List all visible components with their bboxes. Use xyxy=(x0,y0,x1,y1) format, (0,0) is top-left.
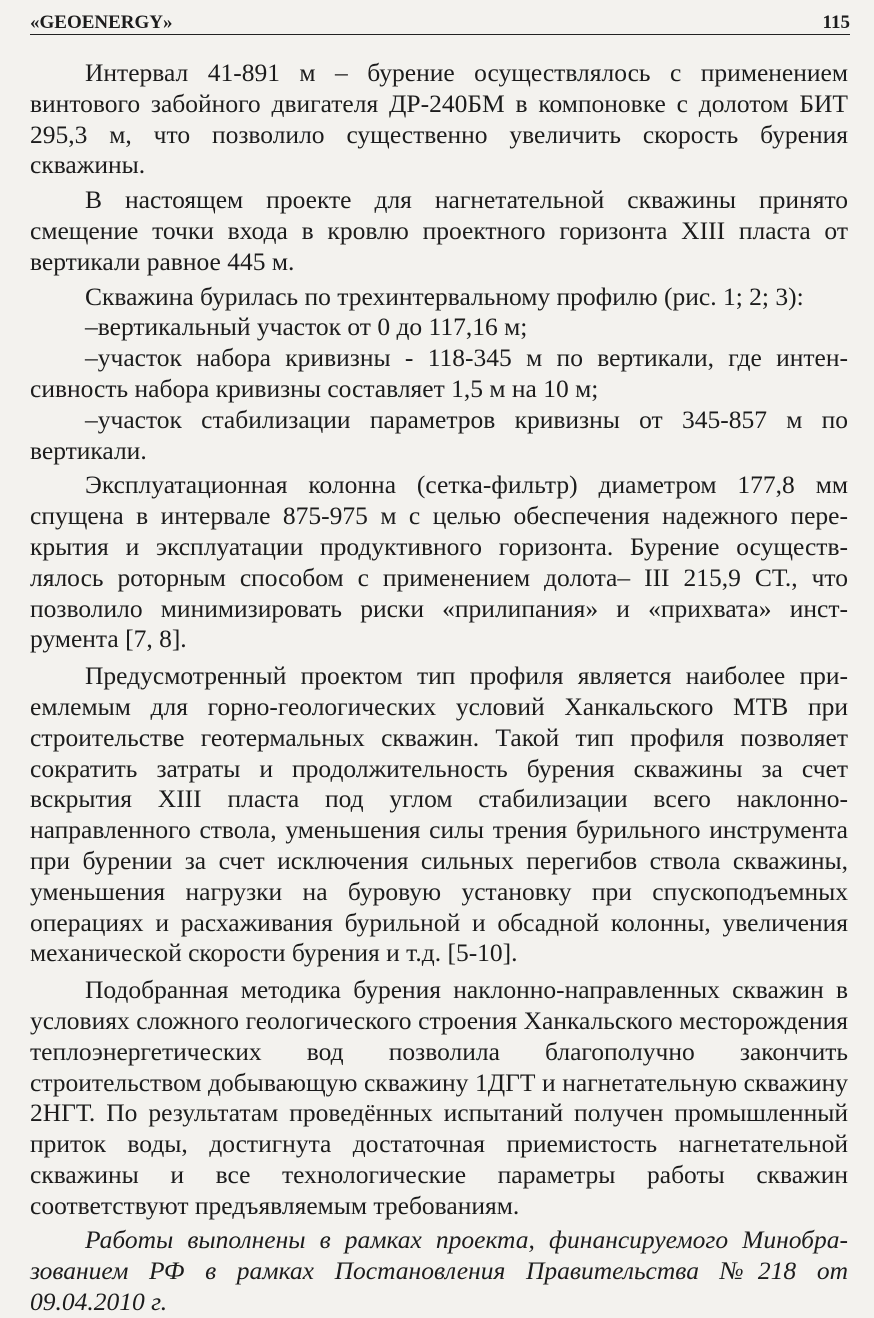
paragraph-interval-drilling: Интервал 41-891 м – бурение осуществлялось с применением винтового забойного двигателя ДР-240БМ в компоновке с долотом БИТ 295,3 м, что позволило существенно увеличить скорость бурения скважины. xyxy=(30,58,848,180)
profile-item-stabilization: –участок стабилизации параметров кривизны от 345-857 м по вертикали. xyxy=(30,404,848,465)
paragraph-production-casing: Эксплуатационная колонна (сетка-фильтр) диаметром 177,8 мм спущена в интервале 875-975 м с целью обеспечения надежного перекрытия и эксплуатации продуктивного горизонта. Бурение осуществлялось роторным способом с применением долота– III 215,9 СТ., что позволило минимизировать риски «прилипания» и «прихвата» инструмента [7, 8]. xyxy=(30,470,848,654)
journal-title: «GEOENERGY» xyxy=(30,12,173,33)
paragraph-project-offset: В настоящем проекте для нагнетательной скважины принято смещение точки входа в кровлю проектного горизонта XIII пласта от вертикали равное 445 м. xyxy=(30,185,848,276)
paragraph-profile-advantages: Предусмотренный проектом тип профиля является наиболее приемлемым для горно-геологических условий Ханкальского МТВ при строительстве геотермальных скважин. Такой тип профиля позволяет сократить затраты и продолжительность бурения скважины за счет вскрытия XIII пласта под углом стабилизации всего наклонно-направленного ствола, уменьшения силы трения бурильного инструмента при бурении за счет исключения сильных перегибов ствола скважины, уменьшения нагрузки на буровую установку при спускоподъемных операциях и расхаживания бурильной и обсадной колонны, увеличения механической скорости бурения и т.д. [5-10]. xyxy=(30,661,848,968)
page-number: 115 xyxy=(822,12,850,33)
profile-item-build-up: –участок набора кривизны - 118-345 м по вертикали, где интенсивность набора кривизны составляет 1,5 м на 10 м; xyxy=(30,343,848,403)
running-header xyxy=(30,8,850,35)
article-body xyxy=(30,58,848,1318)
paragraph-profile-intro: Скважина бурилась по трехинтервальному профилю (рис. 1; 2; 3): xyxy=(85,281,804,311)
paragraph-conclusion: Подобранная методика бурения наклонно-направленных скважин в условиях сложного геологического строения Ханкальского месторождения теплоэнергетических вод позволила благополучно закончить строительством добывающую скважину 1ДГТ и нагнетательную скважину 2НГТ. По результатам проведённых испытаний получен промышленный приток воды, достигнута достаточная приемистость нагнетательной скважины и все технологические параметры работы скважин соответствуют предъявляемым требованиям. xyxy=(30,975,848,1220)
acknowledgement: Работы выполнены в рамках проекта, финансируемого Минобразованием РФ в рамках Постановления Правительства №218 от 09.04.2010 г. xyxy=(30,1225,848,1317)
profile-item-vertical: –вертикальный участок от 0 до 117,16 м; xyxy=(85,312,528,342)
